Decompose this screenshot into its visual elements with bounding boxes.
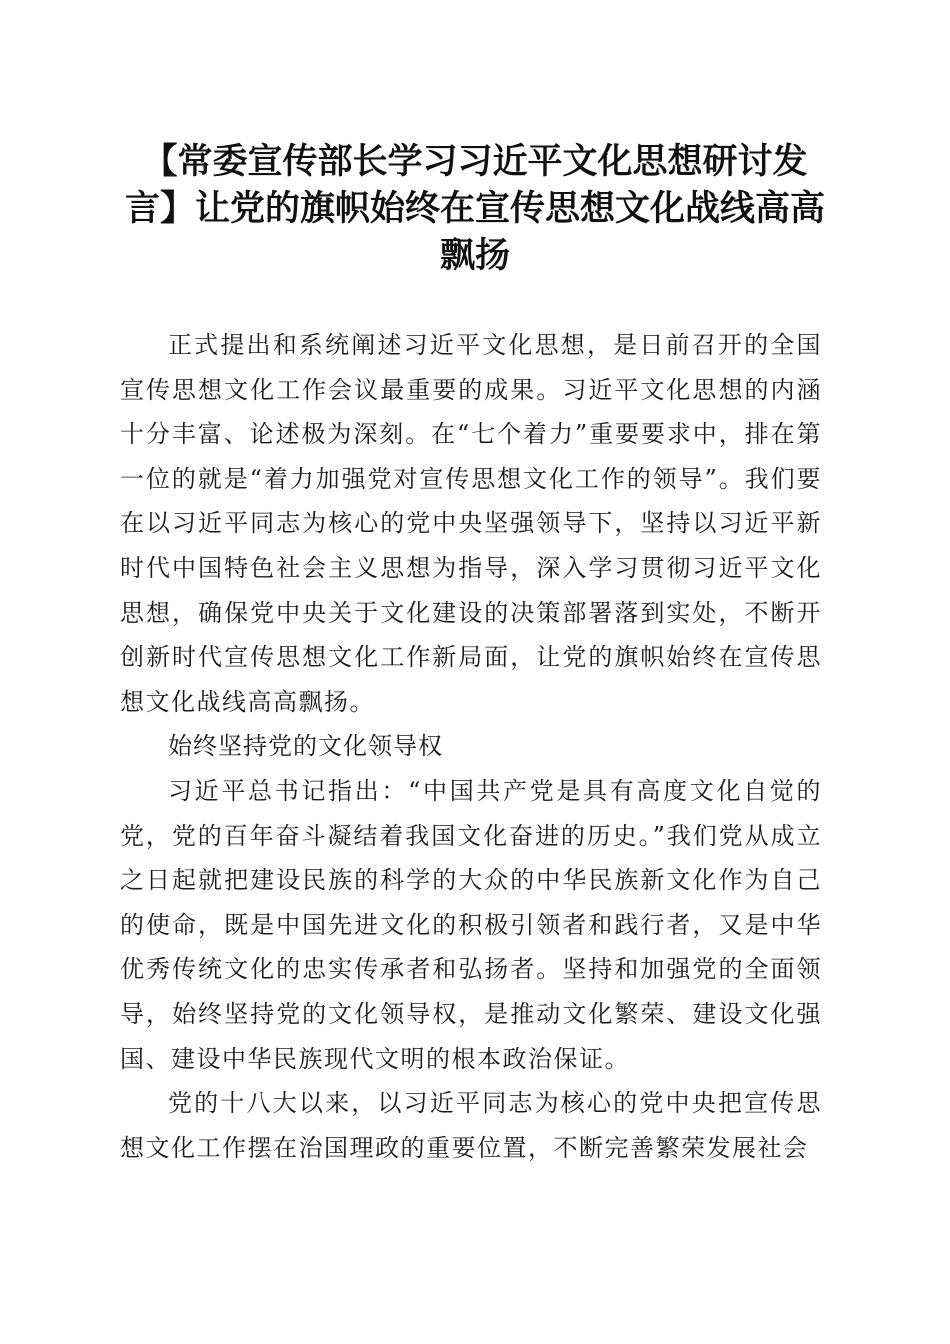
document-title: 【常委宣传部长学习习近平文化思想研讨发言】让党的旗帜始终在宣传思想文化战线高高飘扬 bbox=[124, 141, 825, 276]
section-heading: 始终坚持党的文化领导权 bbox=[168, 732, 443, 761]
paragraph-quote: 习近平总书记指出：“中国共产党是具有高度文化自觉的党，党的百年奋斗凝结着我国文化奋进的历史。”我们党从成立之日起就把建设民族的科学的大众的中华民族新文化作为自己的使命，既是中国先进文化的积极引领者和践行者，又是中华优秀传统文化的忠实传承者和弘扬者。坚持和加强党的全面领导，始终坚持党的文化领导权，是推动文化繁荣、建设文化强国、建设中华民族现代文明的根本政治保证。 bbox=[120, 776, 822, 1073]
paragraph-since-18th: 党的十八大以来，以习近平同志为核心的党中央把宣传思想文化工作摆在治国理政的重要位置，不断完善繁荣发展社会 bbox=[120, 1089, 822, 1162]
paragraph-intro: 正式提出和系统阐述习近平文化思想，是日前召开的全国宣传思想文化工作会议最重要的成果。习近平文化思想的内涵十分丰富、论述极为深刻。在“七个着力”重要要求中，排在第一位的就是“着力加强党对宣传思想文化工作的领导”。我们要在以习近平同志为核心的党中央坚强领导下，坚持以习近平新时代中国特色社会主义思想为指导，深入学习贯彻习近平文化思想，确保党中央关于文化建设的决策部署落到实处，不断开创新时代宣传思想文化工作新局面，让党的旗帜始终在宣传思想文化战线高高飘扬。 bbox=[120, 331, 822, 716]
document-body bbox=[120, 323, 822, 1170]
